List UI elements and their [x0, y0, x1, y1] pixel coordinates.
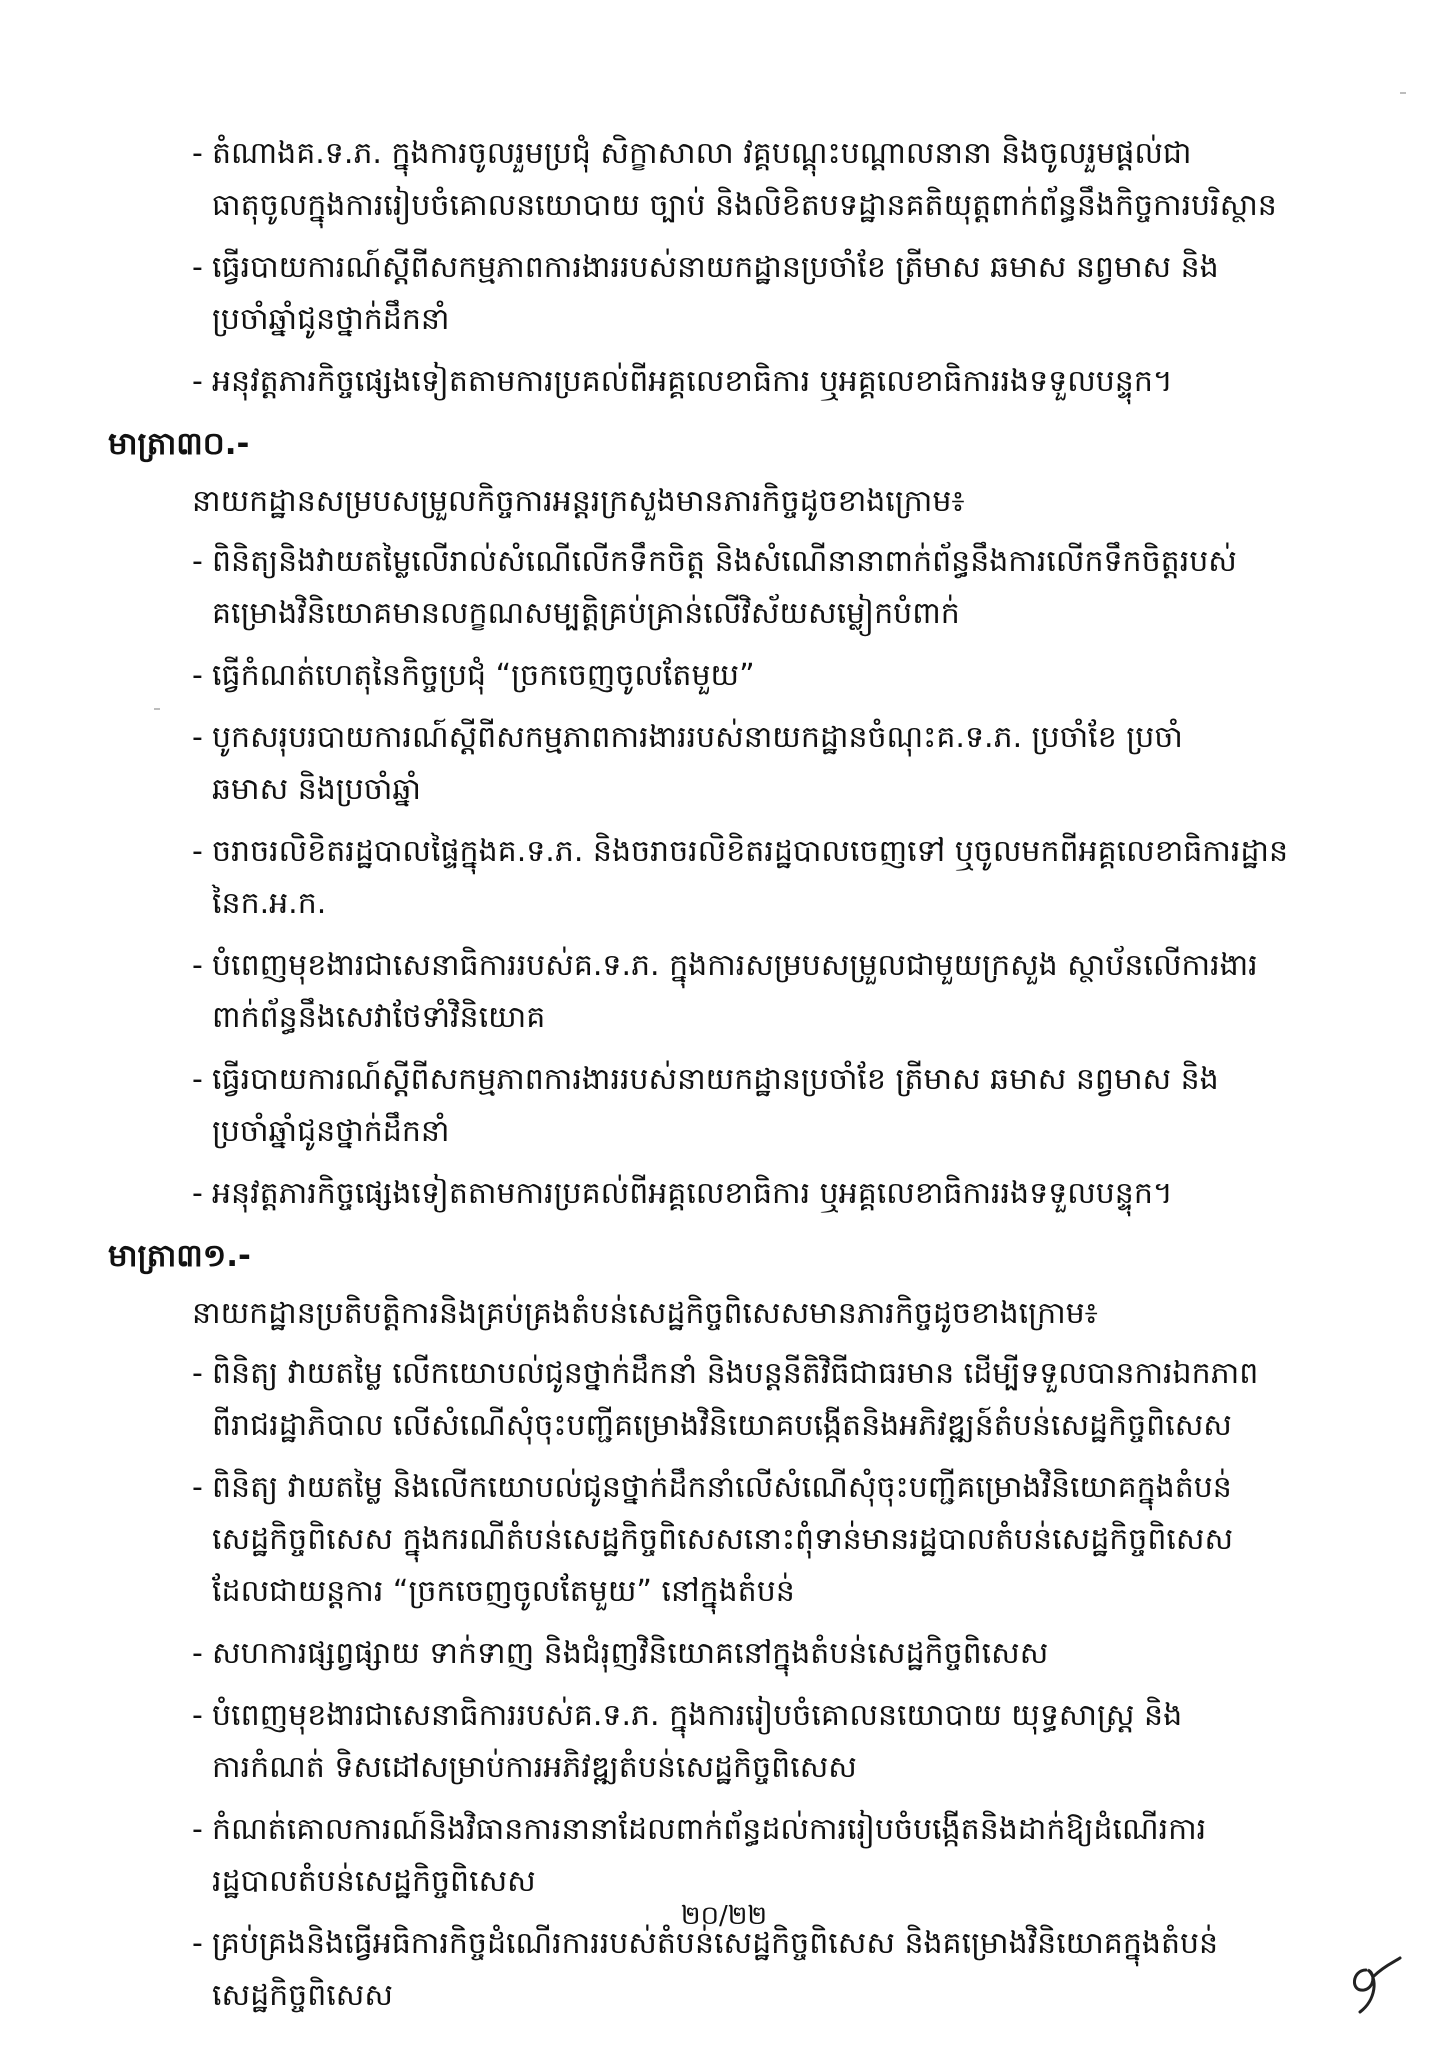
bullet-marker: -	[192, 1356, 203, 1391]
list-item	[108, 536, 1348, 640]
list-item	[108, 1804, 1348, 1908]
list-item	[108, 826, 1348, 930]
scan-artifact	[1400, 92, 1406, 94]
list-item-line: ប្រចាំឆ្នាំជូនថ្នាក់ដឹកនាំ	[212, 302, 450, 337]
list-item-line: អនុវត្តភារកិច្ចផ្សេងទៀតតាមការប្រគល់ពីអគ្គលេខាធិការ ឬអគ្គលេខាធិការរងទទួលបន្ទុក។	[212, 1176, 1173, 1211]
list-item-line: ពាក់ព័ន្ធនឹងសេវាថែទាំវិនិយោគ	[212, 1000, 546, 1035]
list-item-line: គ្រប់គ្រងនិងធ្វើអធិការកិច្ចដំណើរការរបស់តំបន់សេដ្ឋកិច្ចពិសេស និងគម្រោងវិនិយោគក្នុងតំបន់	[212, 1926, 1219, 1961]
list-item-line: ពីរាជរដ្ឋាភិបាល លើសំណើសុំចុះបញ្ជីគម្រោងវិនិយោគបង្កើតនិងអភិវឌ្ឍន៍តំបន់សេដ្ឋកិច្ចពិសេស	[212, 1408, 1232, 1443]
list-item-line: ពិនិត្យនិងវាយតម្លៃលើរាល់សំណើលើកទឹកចិត្ត និងសំណើនានាពាក់ព័ន្ធនឹងការលើកទឹកចិត្តរបស់	[212, 544, 1237, 579]
list-item-line: នៃក.អ.ក.	[212, 886, 327, 921]
bullet-marker: -	[192, 136, 203, 171]
list-item	[108, 1462, 1348, 1618]
list-item	[108, 1168, 1348, 1220]
bullet-marker: -	[192, 1812, 203, 1847]
bullet-marker: -	[192, 1176, 203, 1211]
list-item-line: រដ្ឋបាលតំបន់សេដ្ឋកិច្ចពិសេស	[212, 1864, 536, 1899]
list-item-line: បំពេញមុខងារជាសេនាធិការរបស់គ.ទ.ភ. ក្នុងការរៀបចំគោលនយោបាយ យុទ្ធសាស្ត្រ និង	[212, 1698, 1183, 1733]
list-item-line: សេដ្ឋកិច្ចពិសេស ក្នុងករណីតំបន់សេដ្ឋកិច្ចពិសេសនោះពុំទាន់មានរដ្ឋបាលតំបន់សេដ្ឋកិច្ចពិសេស	[212, 1522, 1234, 1557]
list-item-line: ធ្វើរបាយការណ៍ស្ដីពីសកម្មភាពការងាររបស់នាយកដ្ឋានប្រចាំខែ ត្រីមាស ឆមាស នព្វមាស និង	[212, 1062, 1219, 1097]
list-item-line: ចរាចរលិខិតរដ្ឋបាលផ្ទៃក្នុងគ.ទ.ភ. និងចរាចរលិខិតរដ្ឋបាលចេញទៅ ឬចូលមកពីអគ្គលេខាធិការដ្ឋាន	[212, 834, 1289, 869]
handwritten-initial-icon	[1338, 1948, 1408, 2018]
list-item-line: បូកសរុបរបាយការណ៍ស្ដីពីសកម្មភាពការងាររបស់នាយកដ្ឋានចំណុះគ.ទ.ភ. ប្រចាំខែ ប្រចាំ	[212, 720, 1183, 755]
list-item	[108, 356, 1348, 408]
list-item	[108, 712, 1348, 816]
list-item-line: តំណាងគ.ទ.ភ. ក្នុងការចូលរួមប្រជុំ សិក្ខាសាលា វគ្គបណ្ដុះបណ្ដាលនានា និងចូលរួមផ្ដល់ជា	[212, 136, 1192, 171]
list-item-line: បំពេញមុខងារជាសេនាធិការរបស់គ.ទ.ភ. ក្នុងការសម្របសម្រួលជាមួយក្រសួង ស្ថាប័នលើការងារ	[212, 948, 1258, 983]
list-item-line: ការកំណត់ ទិសដៅសម្រាប់ការអភិវឌ្ឍតំបន់សេដ្ឋកិច្ចពិសេស	[212, 1750, 857, 1785]
article-30	[108, 418, 1348, 1220]
list-item-line: សហការផ្សព្វផ្សាយ ទាក់ទាញ និងជំរុញវិនិយោគនៅក្នុងតំបន់សេដ្ឋកិច្ចពិសេស	[212, 1636, 1049, 1671]
list-item-line: ឆមាស និងប្រចាំឆ្នាំ	[212, 772, 421, 807]
article-intro: នាយកដ្ឋានប្រតិបត្តិការនិងគ្រប់គ្រងតំបន់សេដ្ឋកិច្ចពិសេសមានភារកិច្ចដូចខាងក្រោម៖	[192, 1296, 1098, 1331]
bullet-marker: -	[192, 1470, 203, 1505]
list-item	[108, 1628, 1348, 1680]
list-item-line: ធាតុចូលក្នុងការរៀបចំគោលនយោបាយ ច្បាប់ និងលិខិតបទដ្ឋានគតិយុត្តពាក់ព័ន្ធនឹងកិច្ចការបរិស្ថាន	[212, 188, 1277, 223]
bullet-marker: -	[192, 948, 203, 983]
list-item-line: ធ្វើរបាយការណ៍ស្ដីពីសកម្មភាពការងាររបស់នាយកដ្ឋានប្រចាំខែ ត្រីមាស ឆមាស នព្វមាស និង	[212, 250, 1219, 285]
top-section	[108, 128, 1348, 408]
list-item-line: ពិនិត្យ វាយតម្លៃ លើកយោបល់ជូនថ្នាក់ដឹកនាំ និងបន្តនីតិវិធីជាធរមាន ដើម្បីទទួលបានការឯកភាព	[212, 1356, 1259, 1391]
bullet-marker: -	[192, 1698, 203, 1733]
list-item-line: អនុវត្តភារកិច្ចផ្សេងទៀតតាមការប្រគល់ពីអគ្គលេខាធិការ ឬអគ្គលេខាធិការរងទទួលបន្ទុក។	[212, 364, 1173, 399]
list-item-line: ប្រចាំឆ្នាំជូនថ្នាក់ដឹកនាំ	[212, 1114, 450, 1149]
list-item	[108, 128, 1348, 232]
bullet-marker: -	[192, 1926, 203, 1961]
list-item-line: សេដ្ឋកិច្ចពិសេស	[212, 1978, 393, 2013]
article-heading: មាត្រា៣០.-	[108, 426, 250, 462]
bullet-marker: -	[192, 250, 203, 285]
list-item	[108, 1690, 1348, 1794]
list-item	[108, 650, 1348, 702]
bullet-marker: -	[192, 1062, 203, 1097]
list-item	[108, 940, 1348, 1044]
page-content	[108, 128, 1348, 2032]
list-item-line: គម្រោងវិនិយោគមានលក្ខណសម្បត្តិគ្រប់គ្រាន់លើវិស័យសម្លៀកបំពាក់	[212, 596, 960, 631]
bullet-marker: -	[192, 834, 203, 869]
bullet-marker: -	[192, 364, 203, 399]
bullet-marker: -	[192, 658, 203, 693]
bullet-marker: -	[192, 1636, 203, 1671]
scan-artifact	[154, 708, 160, 710]
bullet-marker: -	[192, 720, 203, 755]
list-item	[108, 1054, 1348, 1158]
list-item-line: ធ្វើកំណត់ហេតុនៃកិច្ចប្រជុំ “ច្រកចេញចូលតែមួយ”	[212, 658, 755, 693]
list-item-line: ដែលជាយន្តការ “ច្រកចេញចូលតែមួយ” នៅក្នុងតំបន់	[212, 1574, 795, 1609]
article-heading: មាត្រា៣១.-	[108, 1238, 251, 1274]
list-item	[108, 1348, 1348, 1452]
list-item-line: កំណត់គោលការណ៍និងវិធានការនានាដែលពាក់ព័ន្ធដល់ការរៀបចំបង្កើតនិងដាក់ឱ្យដំណើរការ	[212, 1812, 1207, 1847]
list-item-line: ពិនិត្យ វាយតម្លៃ និងលើកយោបល់ជូនថ្នាក់ដឹកនាំលើសំណើសុំចុះបញ្ជីគម្រោងវិនិយោគក្នុងតំបន់	[212, 1470, 1232, 1505]
page-number: ២០/២២	[680, 1901, 768, 1931]
list-item	[108, 242, 1348, 346]
bullet-marker: -	[192, 544, 203, 579]
article-intro: នាយកដ្ឋានសម្របសម្រួលកិច្ចការអន្តរក្រសួងមានភារកិច្ចដូចខាងក្រោម៖	[192, 484, 965, 519]
